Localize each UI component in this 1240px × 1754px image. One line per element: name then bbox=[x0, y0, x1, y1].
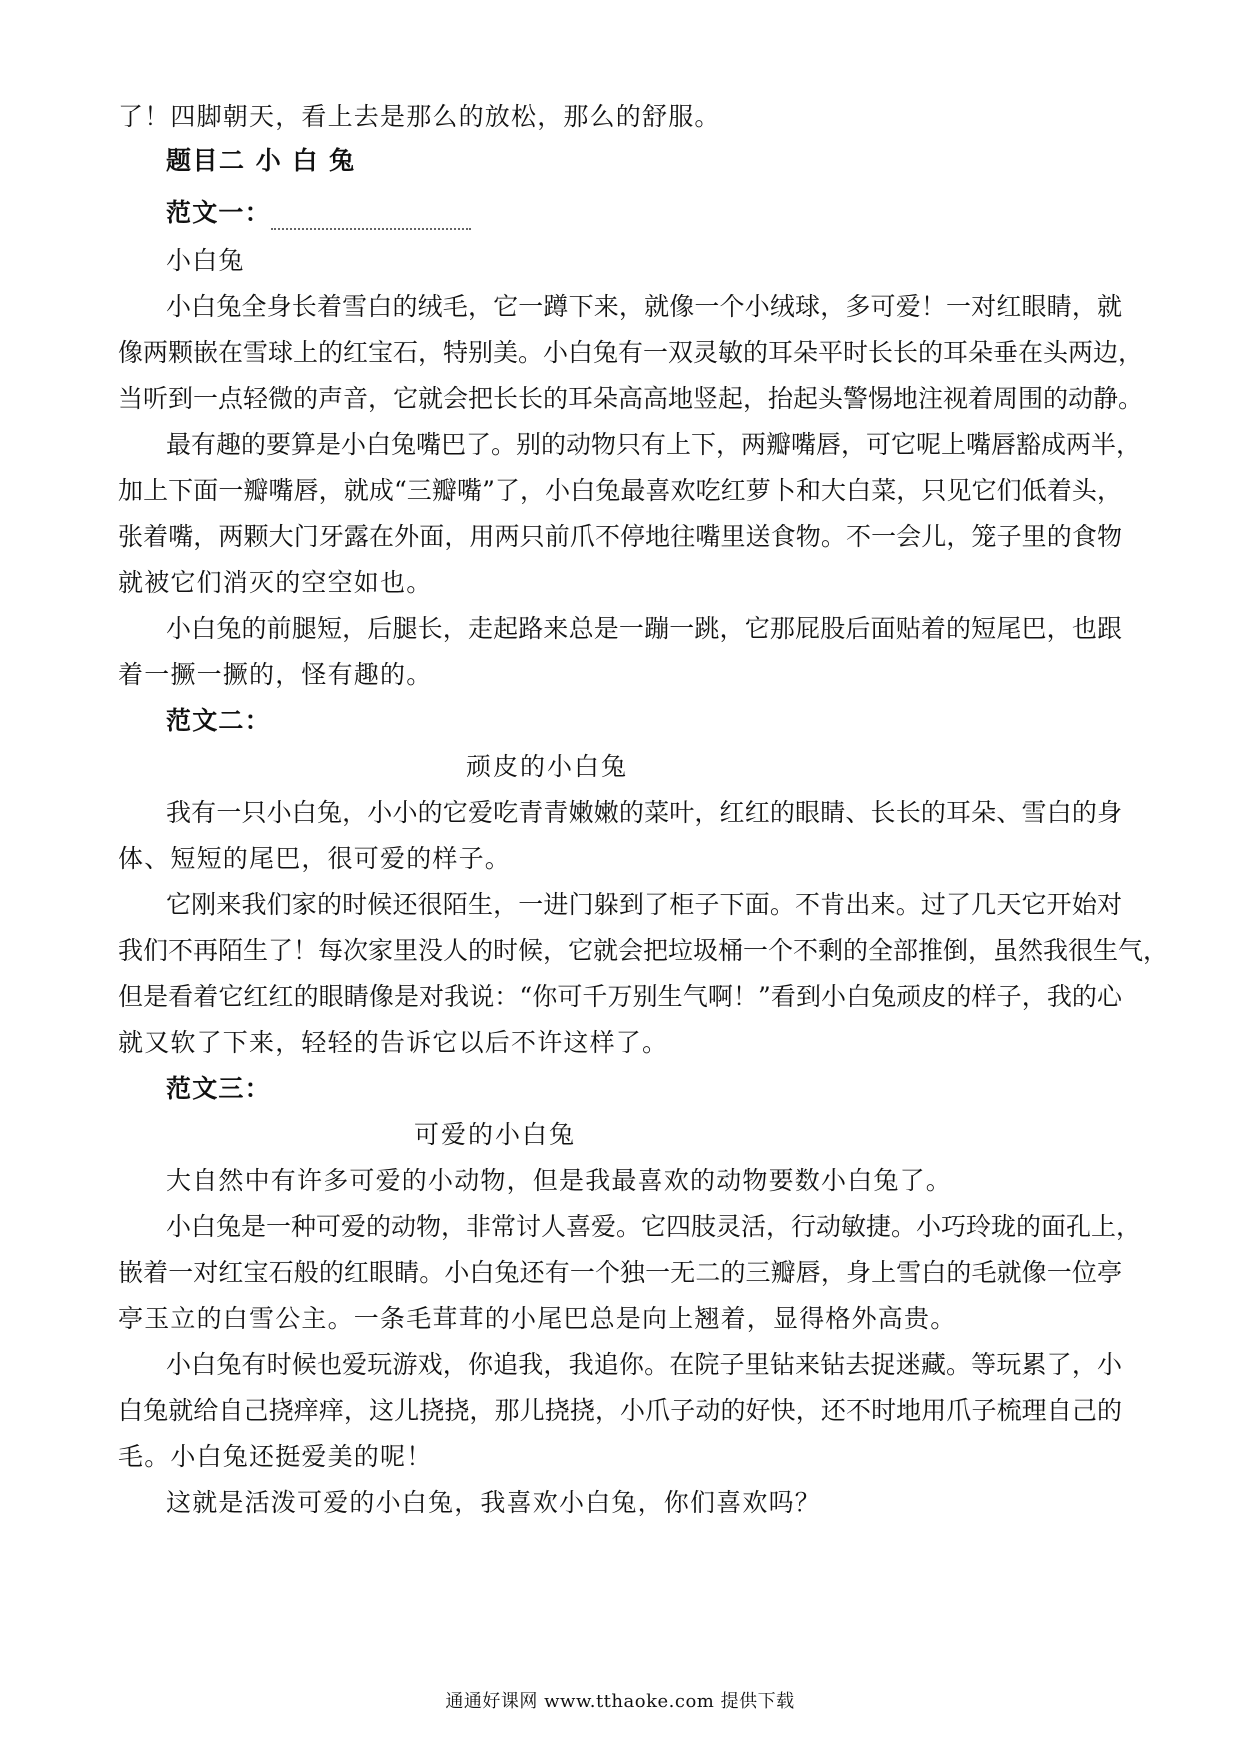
text-line: 像两颗嵌在雪球上的红宝石，特别美。小白兔有一双灵敏的耳朵平时长长的耳朵垂在头两边， bbox=[118, 338, 1144, 367]
text-line: 我有一只小白兔，小小的它爱吃青青嫩嫩的菜叶，红红的眼睛、长长的耳朵、雪白的身 bbox=[166, 798, 1122, 827]
text-line: 亭玉立的白雪公主。一条毛茸茸的小尾巴总是向上翘着，显得格外高贵。 bbox=[118, 1304, 957, 1333]
text-line: 但是看着它红红的眼睛像是对我说：“你可千万别生气啊！”看到小白兔顽皮的样子，我的心 bbox=[118, 982, 1122, 1011]
text-line: 我们不再陌生了！每次家里没人的时候，它就会把垃圾桶一个不剩的全部推倒，虽然我很生气， bbox=[118, 936, 1169, 965]
text-line: 小白兔的前腿短，后腿长，走起路来总是一蹦一跳，它那屁股后面贴着的短尾巴，也跟 bbox=[166, 614, 1122, 643]
text-line: 这就是活泼可爱的小白兔，我喜欢小白兔，你们喜欢吗？ bbox=[166, 1488, 822, 1517]
sample-label bbox=[166, 196, 471, 230]
text-line: 小白兔全身长着雪白的绒毛，它一蹲下来，就像一个小绒球，多可爱！一对红眼睛，就 bbox=[166, 292, 1122, 321]
text-line: 小白兔有时候也爱玩游戏，你追我，我追你。在院子里钻来钻去捉迷藏。等玩累了，小 bbox=[166, 1350, 1122, 1379]
section-heading: 题目二 小 白 兔 bbox=[166, 146, 356, 175]
text-line: 毛。小白兔还挺爱美的呢！ bbox=[118, 1442, 433, 1471]
text-line: 就被它们消灭的空空如也。 bbox=[118, 568, 433, 597]
sample-label-text: 范文一： bbox=[166, 198, 271, 227]
text-line: 嵌着一对红宝石般的红眼睛。小白兔还有一个独一无二的三瓣唇，身上雪白的毛就像一位亭 bbox=[118, 1258, 1122, 1287]
text-line: 张着嘴，两颗大门牙露在外面，用两只前爪不停地往嘴里送食物。不一会儿，笼子里的食物 bbox=[118, 522, 1122, 551]
page-footer: 通通好课网 www.tthaoke.com 提供下载 bbox=[445, 1691, 795, 1712]
essay-title: 顽皮的小白兔 bbox=[466, 752, 629, 781]
text-line: 最有趣的要算是小白兔嘴巴了。别的动物只有上下，两瓣嘴唇，可它呢上嘴唇豁成两半， bbox=[166, 430, 1142, 459]
text-line: 白兔就给自己挠痒痒，这儿挠挠，那儿挠挠，小爪子动的好快，还不时地用爪子梳理自己的 bbox=[118, 1396, 1122, 1425]
text-line: 着一撅一撅的，怪有趣的。 bbox=[118, 660, 433, 689]
underline-dots bbox=[271, 204, 471, 230]
essay-title: 可爱的小白兔 bbox=[414, 1120, 577, 1149]
sample-label: 范文三： bbox=[166, 1074, 271, 1103]
text-line: 小白兔是一种可爱的动物，非常讨人喜爱。它四肢灵活，行动敏捷。小巧玲珑的面孔上， bbox=[166, 1212, 1142, 1241]
text-line: 大自然中有许多可爱的小动物，但是我最喜欢的动物要数小白兔了。 bbox=[166, 1166, 953, 1195]
text-line: 它刚来我们家的时候还很陌生，一进门躲到了柜子下面。不肯出来。过了几天它开始对 bbox=[166, 890, 1122, 919]
sample-label: 范文二： bbox=[166, 706, 271, 735]
text-line: 了！四脚朝天，看上去是那么的放松，那么的舒服。 bbox=[118, 102, 721, 131]
text-line: 加上下面一瓣嘴唇，就成“三瓣嘴”了，小白兔最喜欢吃红萝卜和大白菜，只见它们低着头， bbox=[118, 476, 1122, 505]
text-line: 就又软了下来，轻轻的告诉它以后不许这样了。 bbox=[118, 1028, 669, 1057]
essay-title: 小白兔 bbox=[166, 246, 245, 275]
text-line: 当听到一点轻微的声音，它就会把长长的耳朵高高地竖起，抬起头警惕地注视着周围的动静。 bbox=[118, 384, 1144, 413]
text-line: 体、短短的尾巴，很可爱的样子。 bbox=[118, 844, 512, 873]
